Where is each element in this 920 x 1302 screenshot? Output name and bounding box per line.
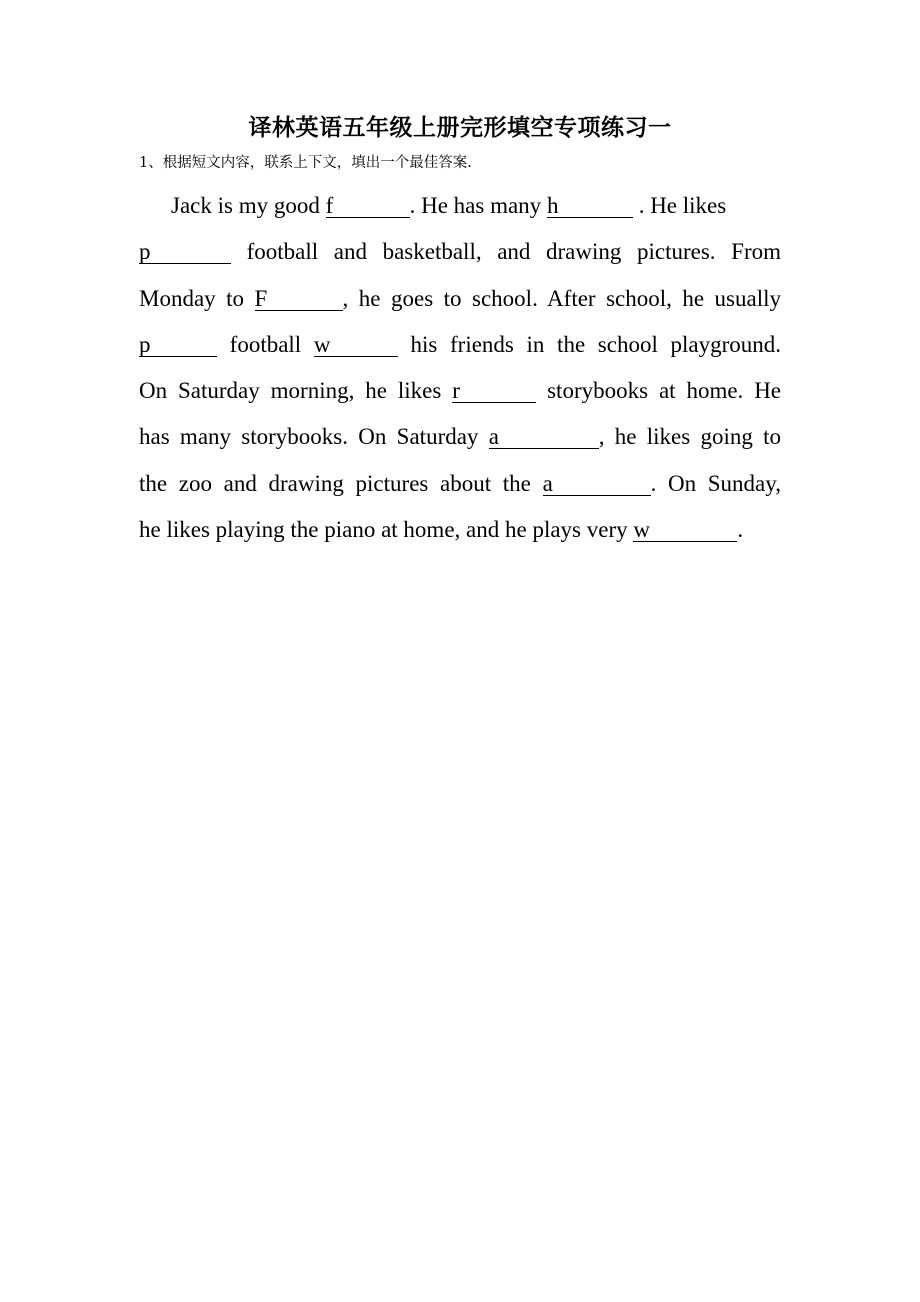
passage-line-4: [139, 329, 781, 361]
passage-line-2: [139, 236, 781, 268]
passage-line-8: [139, 514, 781, 546]
passage-text: the zoo and drawing pictures about the: [139, 471, 531, 496]
answer-blank-10[interactable]: w: [633, 519, 737, 542]
passage-line-1: [139, 190, 781, 222]
answer-blank-8[interactable]: a: [489, 426, 599, 449]
passage-text: , he goes to school. After school, he usually: [342, 286, 781, 311]
answer-blank-5[interactable]: p: [139, 334, 217, 357]
answer-blank-7[interactable]: r: [452, 380, 536, 403]
passage-text: On Saturday morning, he likes: [139, 378, 442, 403]
passage-text: football and basketball, and drawing pictures. From: [246, 239, 782, 264]
passage-text: . He has many: [409, 193, 542, 218]
passage-text: storybooks at home. He: [547, 378, 782, 403]
passage-line-5: [139, 375, 781, 407]
passage-text: .: [737, 517, 744, 542]
answer-blank-6[interactable]: w: [314, 334, 398, 357]
passage-text: has many storybooks. On Saturday: [139, 424, 479, 449]
passage-text: , he likes going to: [598, 424, 782, 449]
answer-blank-1[interactable]: f: [326, 195, 410, 218]
passage-line-6: [139, 421, 781, 453]
passage-text: he likes playing the piano at home, and he plays very: [139, 517, 628, 542]
passage-text: . On Sunday,: [650, 471, 782, 496]
answer-blank-9[interactable]: a: [543, 473, 651, 496]
passage-text: . He likes: [638, 193, 727, 218]
passage-text: his friends in the school playground.: [410, 332, 782, 357]
passage-line-3: [139, 283, 781, 315]
answer-blank-2[interactable]: h: [547, 195, 633, 218]
passage-line-7: [139, 468, 781, 500]
passage-text: football: [229, 332, 302, 357]
answer-blank-3[interactable]: p: [139, 241, 231, 264]
passage-text: Jack is my good: [171, 193, 320, 218]
answer-blank-4[interactable]: F: [255, 288, 343, 311]
page-title: 译林英语五年级上册完形填空专项练习一: [248, 115, 672, 141]
passage-text: Monday to: [139, 286, 245, 311]
exercise-instruction: 1、根据短文内容，联系上下文，填出一个最佳答案.: [139, 155, 472, 171]
